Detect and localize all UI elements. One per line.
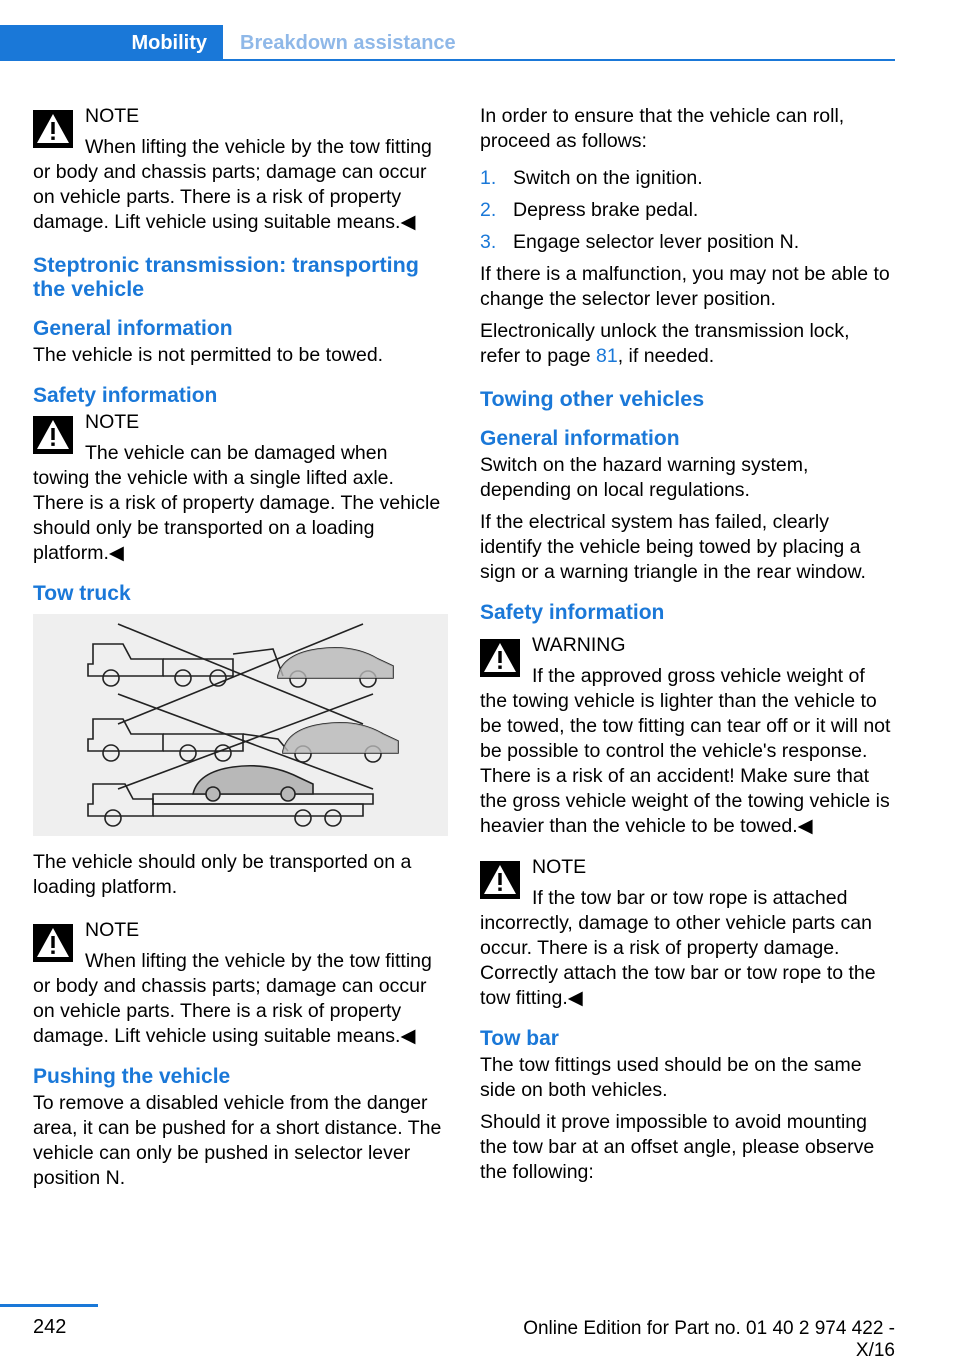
warning-triangle-icon <box>33 924 73 962</box>
subheading-safety-information: Safety information <box>33 384 218 407</box>
unlock-text-before: Electronically unlock the transmission lock, refer to page <box>480 320 850 367</box>
step-number: 3. <box>480 231 497 253</box>
page-number: 242 <box>33 1316 67 1338</box>
general-info-text: The vehicle is not permitted to be towed. <box>33 344 384 366</box>
subheading-pushing-the-vehicle: Pushing the vehicle <box>33 1065 231 1088</box>
section-heading-towing-other-vehicles: Towing other vehicles <box>480 387 705 411</box>
list-item <box>480 166 895 191</box>
tab-mobility[interactable]: Mobility <box>0 25 223 61</box>
note-title: NOTE <box>532 856 587 878</box>
tow-bar-text-1: The tow fittings used should be on the same side on both vehicles. <box>480 1054 862 1101</box>
unlock-text <box>480 319 895 369</box>
note-title: NOTE <box>85 411 140 433</box>
step-number: 2. <box>480 199 497 221</box>
note-text: If the tow bar or tow rope is attached incorrectly, damage to other vehicle parts can occur. There is a risk of property damage. Correctly attach the tow bar or tow rope to the tow fitting.◀ <box>480 887 876 1009</box>
tow-truck-caption: The vehicle should only be transported on a loading platform. <box>33 851 412 898</box>
tow-truck-drawing <box>33 614 448 836</box>
warning-triangle-icon <box>33 416 73 454</box>
subheading-safety-information: Safety information <box>480 601 665 624</box>
warning-title: WARNING <box>532 634 626 656</box>
note-box <box>480 855 895 1011</box>
malfunction-text: If there is a malfunction, you may not be able to change the selector lever position. <box>480 263 890 310</box>
note-title: NOTE <box>85 105 140 127</box>
note-text: When lifting the vehicle by the tow fitting or body and chassis parts; damage can occur on vehicle parts. There is a risk of property damage. Lift vehicle using suitable means.◀ <box>33 950 432 1047</box>
subheading-tow-truck: Tow truck <box>33 582 131 605</box>
general-info-text-1: Switch on the hazard warning system, depending on local regulations. <box>480 454 809 501</box>
list-item <box>480 230 895 255</box>
tow-truck-illustration <box>33 614 448 836</box>
unlock-text-after: , if needed. <box>617 345 715 367</box>
note-box <box>33 104 448 235</box>
note-box <box>33 410 448 566</box>
left-column <box>33 104 448 1198</box>
warning-triangle-icon <box>480 639 520 677</box>
note-box <box>33 918 448 1049</box>
pushing-text: To remove a disabled vehicle from the danger area, it can be pushed for a short distance. The vehicle can only be pushed in selector lever position N. <box>33 1092 442 1189</box>
step-text: Switch on the ignition. <box>513 167 703 189</box>
subheading-general-information: General information <box>33 317 233 340</box>
tow-bar-text-2: Should it prove impossible to avoid mounting the tow bar at an offset angle, please observe the following: <box>480 1111 875 1183</box>
subheading-general-information: General information <box>480 427 680 450</box>
header-tabs <box>0 25 895 61</box>
page-link-81[interactable]: 81 <box>596 345 618 367</box>
step-text: Depress brake pedal. <box>513 199 699 221</box>
roll-intro-text: In order to ensure that the vehicle can roll, proceed as follows: <box>480 105 845 152</box>
step-text: Engage selector lever position N. <box>513 231 800 253</box>
step-number: 1. <box>480 167 497 189</box>
subheading-tow-bar: Tow bar <box>480 1027 559 1050</box>
footer-rule <box>0 1304 98 1307</box>
steps-list <box>480 166 895 255</box>
general-info-text-2: If the electrical system has failed, clearly identify the vehicle being towed by placing a sign or a warning triangle in the rear window. <box>480 511 866 583</box>
note-title: NOTE <box>85 919 140 941</box>
header-rule <box>223 59 895 61</box>
section-heading-steptronic: Steptronic transmission: transporting the vehicle <box>33 253 419 301</box>
list-item <box>480 198 895 223</box>
edition-text: Online Edition for Part no. 01 40 2 974 422 - X/16 <box>523 1318 895 1361</box>
tab-breakdown-assistance[interactable]: Breakdown assistance <box>240 31 456 54</box>
note-text: The vehicle can be damaged when towing the vehicle with a single lifted axle. There is a risk of property damage. The vehicle should only be transported on a loading platform.◀ <box>33 442 441 564</box>
warning-triangle-icon <box>480 861 520 899</box>
right-column <box>480 104 895 1192</box>
warning-text: If the approved gross vehicle weight of the towing vehicle is lighter than the vehicle to be towed, the tow fitting can tear off or it will not be possible to control the vehicle's response. There is a risk of an accident! Make sure that the gross vehicle weight of the towing vehicle is heavier than the vehicle to be towed.◀ <box>480 665 891 837</box>
warning-box <box>480 633 895 839</box>
warning-triangle-icon <box>33 110 73 148</box>
note-text: When lifting the vehicle by the tow fitting or body and chassis parts; damage can occur on vehicle parts. There is a risk of property damage. Lift vehicle using suitable means.◀ <box>33 136 432 233</box>
